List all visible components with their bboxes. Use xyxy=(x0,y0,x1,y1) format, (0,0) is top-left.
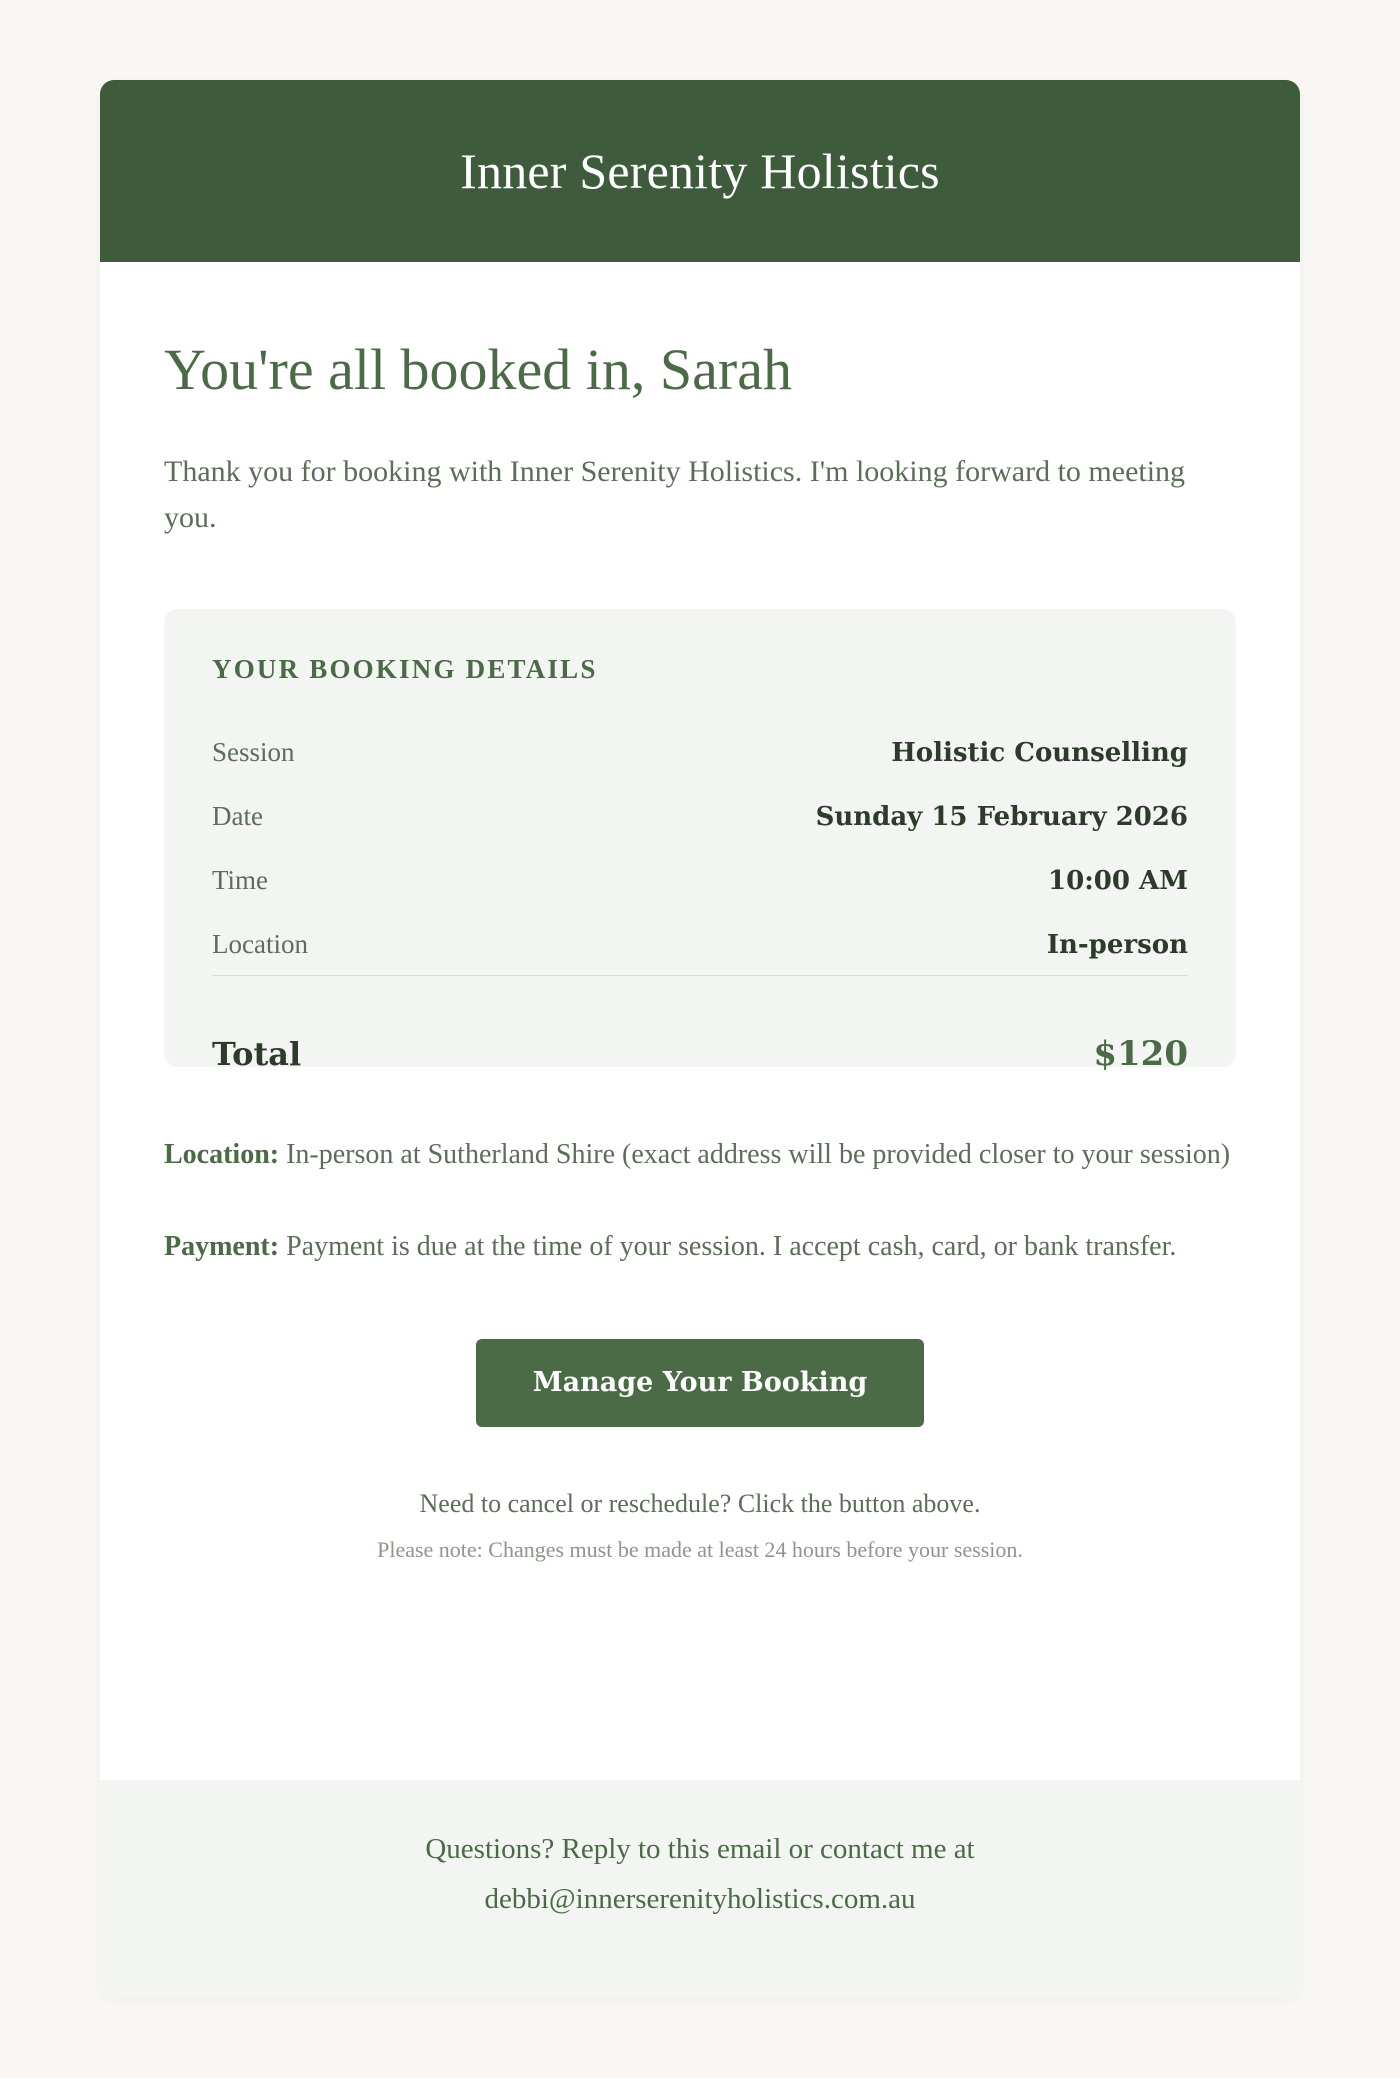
footer-contact-text: Questions? Reply to this email or contact me at xyxy=(425,1833,975,1865)
intro-message: Thank you for booking with Inner Serenity Holistics. I'm looking forward to meeting you. xyxy=(164,454,1186,534)
session-label: Session xyxy=(212,737,295,768)
payment-note-text: Payment is due at the time of your session. I accept cash, card, or bank transfer. xyxy=(286,1230,1177,1262)
date-detail-row xyxy=(212,785,1188,849)
booking-details-panel xyxy=(164,609,1236,1074)
session-detail-row xyxy=(212,721,1188,785)
location-note-label: Location: xyxy=(164,1138,280,1170)
location-note-text: In-person at Sutherland Shire (exact address will be provided closer to your session) xyxy=(286,1138,1231,1170)
email-footer xyxy=(100,1780,1300,1998)
email-content xyxy=(100,262,1300,1563)
payment-note-label: Payment: xyxy=(164,1230,280,1262)
booking-details-title: YOUR BOOKING DETAILS xyxy=(212,653,598,684)
total-label: Total xyxy=(212,1034,302,1073)
manage-booking-button-wrap xyxy=(164,1339,1236,1427)
total-row xyxy=(212,1034,1188,1074)
total-value: $120 xyxy=(1093,1033,1188,1074)
contact-email-link[interactable]: debbi@innerserenityholistics.com.au xyxy=(484,1883,916,1915)
manage-booking-button[interactable]: Manage Your Booking xyxy=(476,1339,924,1427)
brand-name: Inner Serenity Holistics xyxy=(460,143,940,199)
confirmation-headline: You're all booked in, Sarah xyxy=(164,337,792,402)
email-header xyxy=(100,80,1300,262)
time-label: Time xyxy=(212,865,269,896)
change-policy-note: Please note: Changes must be made at least 24 hours before your session. xyxy=(377,1536,1023,1562)
cancel-reschedule-note: Need to cancel or reschedule? Click the button above. xyxy=(419,1488,981,1518)
payment-note xyxy=(164,1224,1236,1269)
time-value: 10:00 AM xyxy=(1048,865,1188,896)
date-value: Sunday 15 February 2026 xyxy=(815,801,1188,832)
booking-detail-list xyxy=(212,721,1188,977)
session-value: Holistic Counselling xyxy=(891,737,1188,768)
time-detail-row xyxy=(212,849,1188,913)
details-divider xyxy=(212,975,1188,976)
location-note xyxy=(164,1132,1236,1177)
date-label: Date xyxy=(212,801,263,832)
location-detail-row xyxy=(212,913,1188,977)
location-label: Location xyxy=(212,929,308,960)
booking-email-card xyxy=(100,80,1300,1998)
location-value: In-person xyxy=(1046,929,1188,960)
